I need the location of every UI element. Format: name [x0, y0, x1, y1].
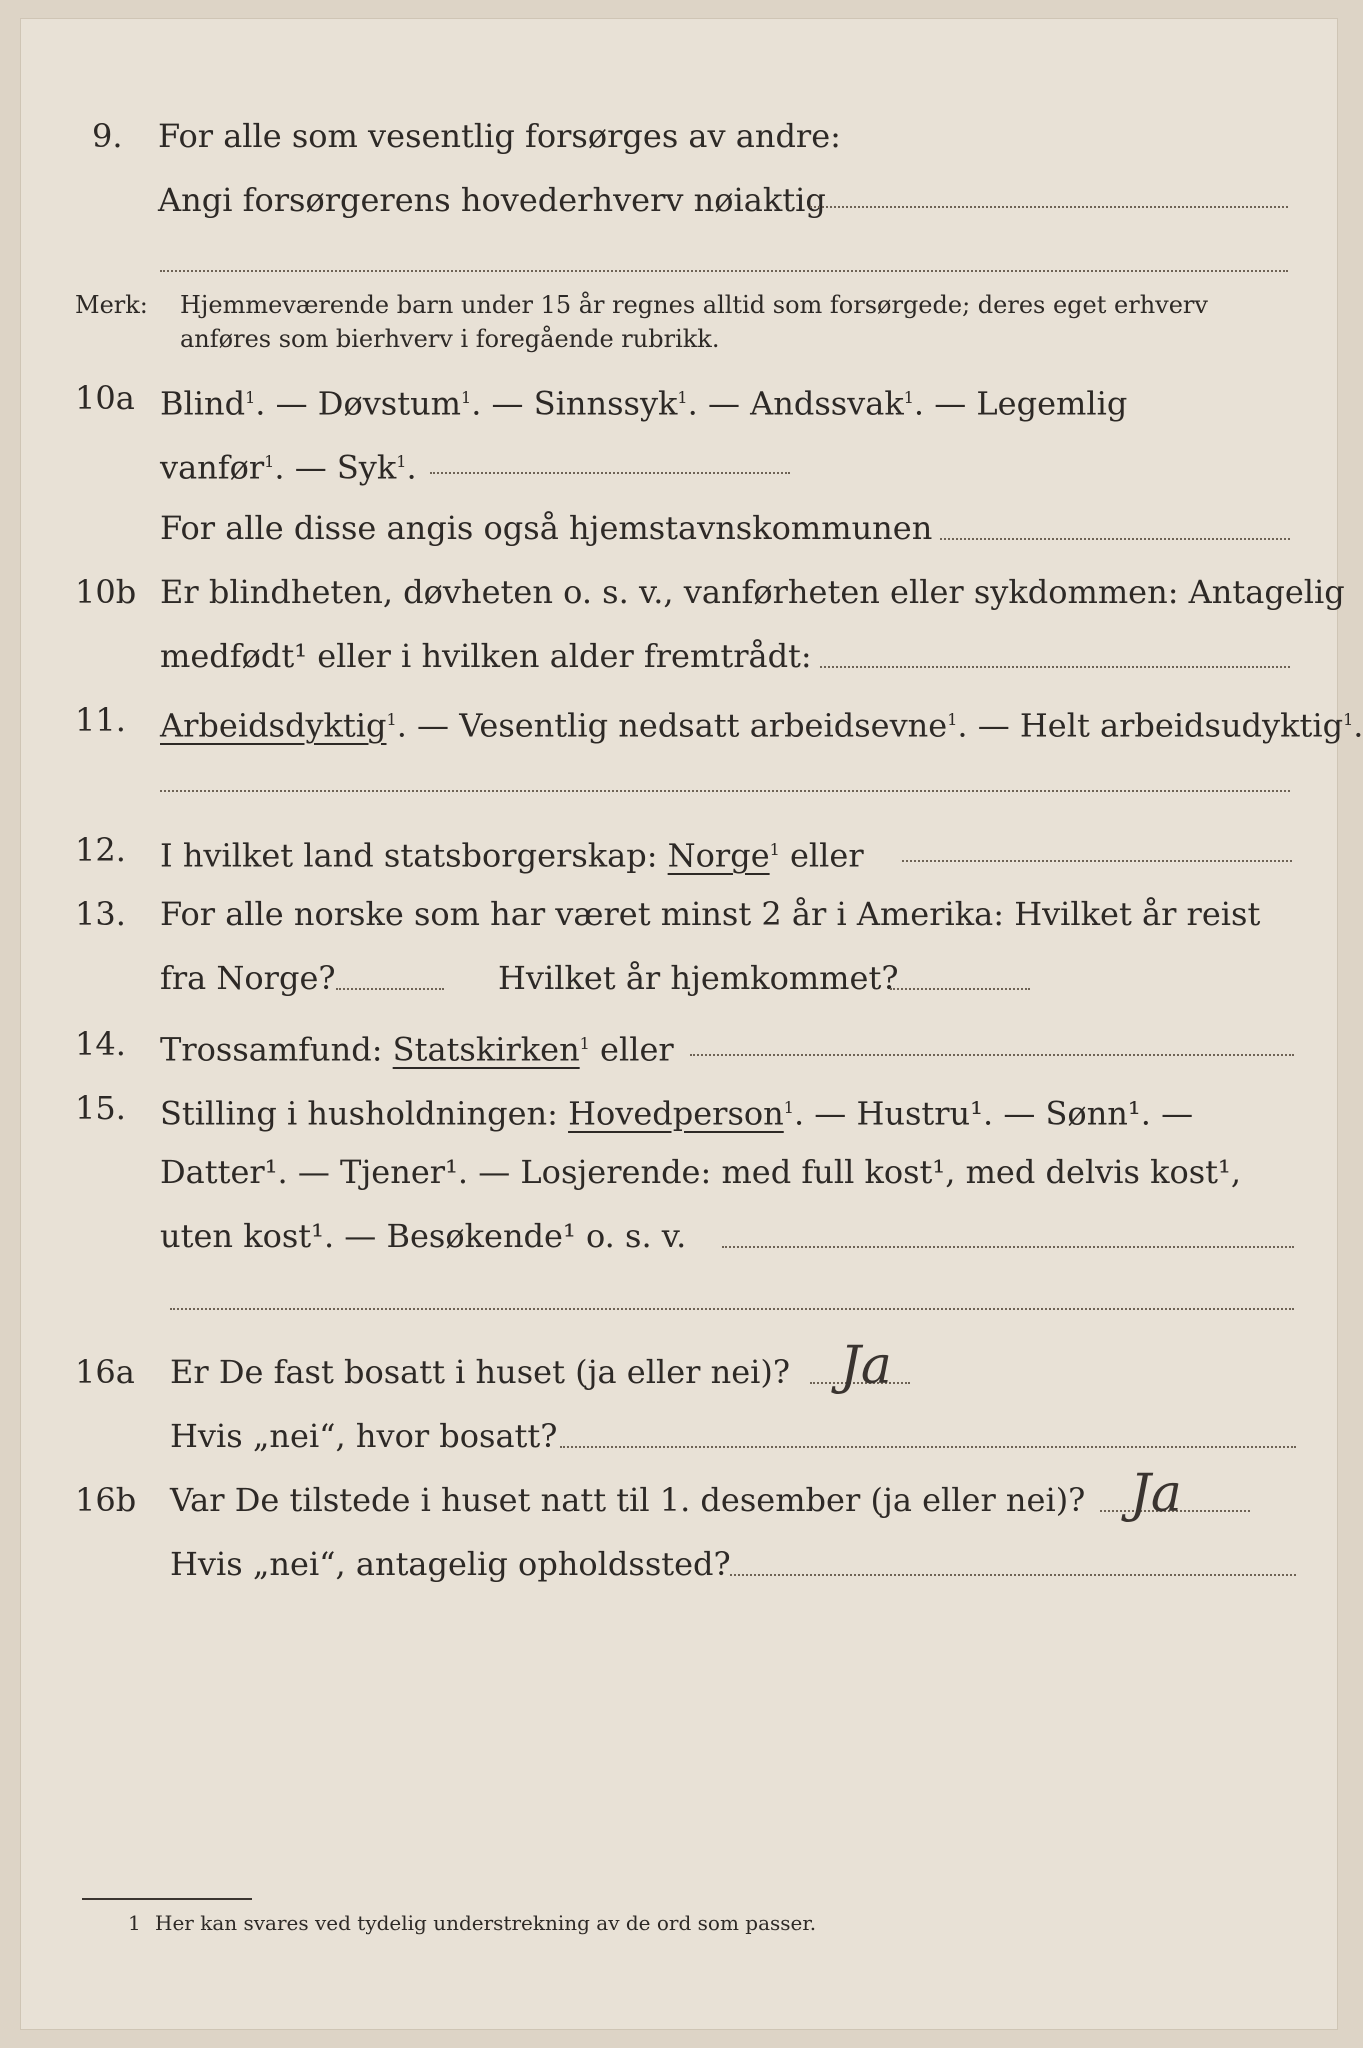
q16b-number: 16b: [75, 1481, 137, 1519]
q16a-bosatt-line[interactable]: [560, 1446, 1296, 1448]
q12-norge[interactable]: Norge: [667, 836, 770, 875]
q10a-options-line1: Blind$^1$. — Døvstum$^1$. — Sinnssyk$^1$. — Andssvak$^1$. — Legemlig: [160, 384, 1128, 423]
q16b-text-line1: Var De tilstede i huset natt til 1. desember (ja eller nei)?: [170, 1481, 1086, 1519]
q10a-dovstum[interactable]: Døvstum: [317, 384, 462, 423]
q10b-text-line2: medfødt¹ eller i hvilken alder fremtrådt:: [160, 637, 812, 675]
q15-number: 15.: [75, 1089, 126, 1127]
q15-answer-line[interactable]: [722, 1246, 1294, 1248]
q10a-hjemstavn-line[interactable]: [940, 538, 1290, 540]
q14-statskirken[interactable]: Statskirken: [392, 1030, 580, 1069]
q15-answer-line-2[interactable]: [170, 1308, 1294, 1310]
q10a-answer-line[interactable]: [430, 472, 790, 474]
q9-text-line2: Angi forsørgerens hovederhverv nøiaktig: [158, 181, 826, 219]
merk-label: Merk:: [75, 291, 148, 319]
q14-number: 14.: [75, 1025, 126, 1063]
q13-reist-line[interactable]: [336, 988, 444, 990]
q11-options: Arbeidsdyktig$^1$. — Vesentlig nedsatt arbeidsevne$^1$. — Helt arbeidsudyktig$^1$.: [160, 706, 1363, 745]
merk-text-line2: anføres som bierhverv i foregående rubrikk.: [180, 325, 720, 353]
q13-number: 13.: [75, 895, 126, 933]
q15-hovedperson[interactable]: Hovedperson: [568, 1094, 784, 1133]
q16b-handwritten-answer: Ja: [1130, 1464, 1182, 1524]
q11-answer-line[interactable]: [160, 790, 1290, 792]
q12-text: I hvilket land statsborgerskap: Norge$^1$ eller: [160, 836, 864, 875]
merk-text-line1: Hjemmeværende barn under 15 år regnes alltid som forsørgede; deres eget erhverv: [180, 291, 1208, 319]
q10a-blind[interactable]: Blind: [160, 384, 246, 423]
q16b-opholdssted-line[interactable]: [730, 1574, 1296, 1576]
footnote-text: Her kan svares ved tydelig understrekning av de ord som passer.: [155, 1911, 817, 1935]
q11-number: 11.: [75, 701, 126, 739]
q15-prefix: Stilling i husholdningen:: [160, 1094, 558, 1133]
q16a-number: 16a: [75, 1353, 135, 1391]
q10a-sinnssyk[interactable]: Sinnssyk: [533, 384, 678, 423]
q9-text-line1: For alle som vesentlig forsørges av andre:: [158, 117, 841, 155]
census-form-page: [20, 18, 1363, 2030]
q15-text-line1: Stilling i husholdningen: Hovedperson$^1$. — Hustru¹. — Sønn¹. —: [160, 1094, 1194, 1133]
q9-answer-line-2[interactable]: [160, 270, 1288, 272]
q10b-answer-line[interactable]: [820, 666, 1290, 668]
q11-helt-arbeidsudyktig[interactable]: Helt arbeidsudyktig: [1019, 706, 1344, 745]
q14-text: Trossamfund: Statskirken$^1$ eller: [160, 1030, 674, 1069]
q16b-text-line2: Hvis „nei“, antagelig opholdssted?: [170, 1545, 731, 1583]
q13-part-b: Hvilket år hjemkommet?: [498, 959, 899, 997]
q12-eller: eller: [789, 836, 864, 875]
q16a-text-line1: Er De fast bosatt i huset (ja eller nei)?: [170, 1353, 791, 1391]
q9-answer-line[interactable]: [810, 206, 1288, 208]
q9-number: 9.: [92, 117, 123, 155]
q10b-number: 10b: [75, 573, 137, 611]
q12-prefix: I hvilket land statsborgerskap:: [160, 836, 658, 875]
footnote-mark: 1: [128, 1911, 141, 1935]
q16a-handwritten-answer: Ja: [840, 1336, 892, 1396]
q13-hjemkommet-line[interactable]: [890, 988, 1030, 990]
q15-text-line3: uten kost¹. — Besøkende¹ o. s. v.: [160, 1217, 687, 1255]
q10a-andssvak[interactable]: Andssvak: [750, 384, 904, 423]
q12-number: 12.: [75, 831, 126, 869]
footnote-rule: [82, 1898, 252, 1900]
q10a-number: 10a: [75, 379, 135, 417]
q15-line1-rest: — Hustru¹. — Sønn¹. —: [814, 1094, 1194, 1133]
q10a-legemlig[interactable]: Legemlig: [976, 384, 1128, 423]
q10a-vanfor[interactable]: vanfør: [160, 448, 265, 487]
q12-answer-line[interactable]: [902, 860, 1292, 862]
q10a-syk[interactable]: Syk: [336, 448, 397, 487]
q11-vesentlig-nedsatt[interactable]: Vesentlig nedsatt arbeidsevne: [459, 706, 948, 745]
q10b-text-line1: Er blindheten, døvheten o. s. v., vanførheten eller sykdommen: Antagelig: [160, 573, 1345, 611]
q14-answer-line[interactable]: [690, 1054, 1294, 1056]
q10a-text-line3: For alle disse angis også hjemstavnskommunen: [160, 509, 933, 547]
q13-text-line1: For alle norske som har været minst 2 år i Amerika: Hvilket år reist: [160, 895, 1261, 933]
q13-part-a: fra Norge?: [160, 959, 336, 997]
q10a-options-line2: vanfør$^1$. — Syk$^1$.: [160, 448, 417, 487]
q11-arbeidsdyktig[interactable]: Arbeidsdyktig: [160, 706, 387, 745]
q14-prefix: Trossamfund:: [160, 1030, 383, 1069]
q16a-text-line2: Hvis „nei“, hvor bosatt?: [170, 1417, 558, 1455]
q14-eller: eller: [600, 1030, 674, 1069]
q15-text-line2: Datter¹. — Tjener¹. — Losjerende: med full kost¹, med delvis kost¹,: [160, 1153, 1242, 1191]
